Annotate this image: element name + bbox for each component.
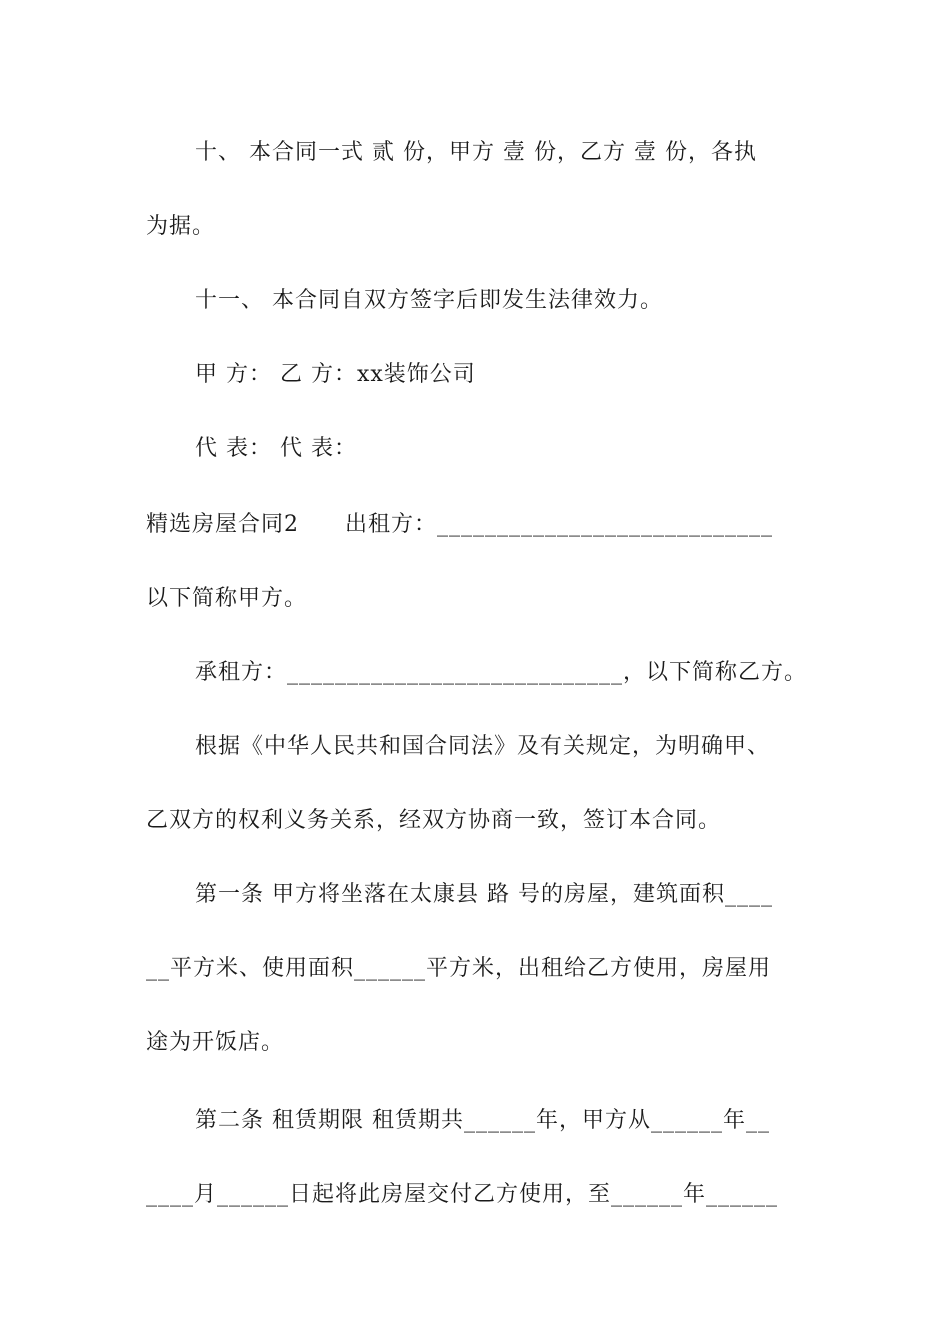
contract-2-heading-lessor: 精选房屋合同2 出租方：____________________________ [146,512,773,537]
article-2-line-2: ____月______日起将此房屋交付乙方使用，至______年______ [146,1182,779,1207]
preamble-line-2: 乙双方的权利义务关系，经双方协商一致，签订本合同。 [146,808,722,833]
clause-11: 十一、 本合同自双方签字后即发生法律效力。 [195,288,663,313]
article-1-line-2: __平方米、使用面积______平方米，出租给乙方使用，房屋用 [146,956,772,981]
preamble-line-1: 根据《中华人民共和国合同法》及有关规定，为明确甲、 [195,734,771,759]
representative-signatures: 代 表： 代 表： [195,436,357,461]
clause-10-line-1: 十、 本合同一式 贰 份，甲方 壹 份，乙方 壹 份，各执 [195,140,757,165]
article-1-line-1: 第一条 甲方将坐落在太康县 路 号的房屋，建筑面积____ [195,882,773,907]
lessor-abbreviation: 以下简称甲方。 [146,586,308,611]
article-2-line-1: 第二条 租赁期限 租赁期共______年，甲方从______年__ [195,1108,770,1133]
article-1-line-3: 途为开饭店。 [146,1030,285,1055]
party-signatures: 甲 方： 乙 方：xx装饰公司 [195,362,476,387]
lessee-line: 承租方：____________________________，以下简称乙方。 [195,660,808,685]
clause-10-line-2: 为据。 [146,214,216,239]
